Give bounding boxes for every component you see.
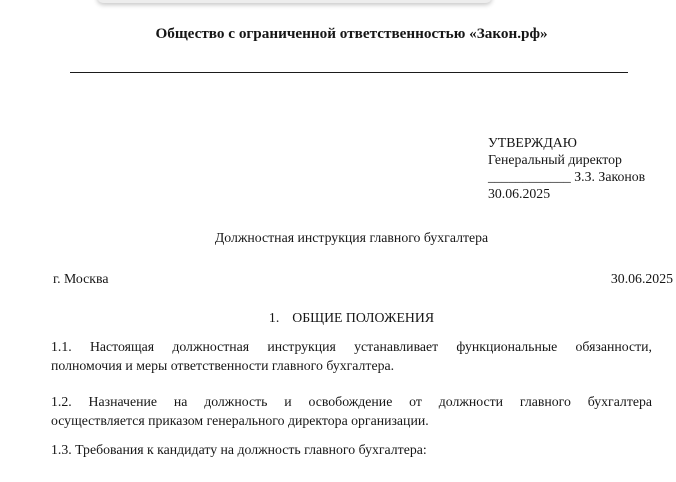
- company-title: Общество с ограниченной ответственностью «Закон.рф»: [155, 25, 548, 42]
- divider-line: [70, 72, 628, 73]
- paragraph-1-2-line-2: осуществляется приказом генерального директора организации.: [51, 412, 429, 428]
- signature-blank: ____________: [488, 169, 571, 184]
- paragraph-1-3: [51, 441, 652, 460]
- paragraph-1-2-line-1: 1.2. Назначение на должность и освобождение от должности главного бухгалтера: [51, 394, 652, 409]
- paragraph-1-2: [51, 393, 652, 430]
- paragraph-1-3-line-1: 1.3. Требования к кандидату на должность главного бухгалтера:: [51, 442, 427, 457]
- paragraph-1-1: [51, 338, 652, 375]
- place-label: г. Москва: [53, 271, 109, 286]
- approval-position: Генеральный директор: [488, 152, 622, 167]
- date-label: 30.06.2025: [610, 271, 673, 286]
- section-title: ОБЩИЕ ПОЛОЖЕНИЯ: [292, 310, 435, 325]
- approval-date: 30.06.2025: [488, 186, 551, 201]
- top-edge-shadow: [97, 0, 492, 3]
- approval-signature-row: [488, 168, 663, 185]
- approval-block: [488, 134, 663, 202]
- document-title: Должностная инструкция главного бухгалтера: [214, 230, 489, 245]
- section-heading: [51, 309, 652, 327]
- paragraph-1-1-line-1: 1.1. Настоящая должностная инструкция устанавливает функциональные обязанности,: [51, 339, 652, 354]
- approval-label: УТВЕРЖДАЮ: [488, 135, 577, 150]
- place-date-row: [53, 270, 673, 288]
- signer-name: З.З. Законов: [574, 169, 646, 184]
- section-number: 1.: [268, 310, 280, 325]
- paragraph-1-1-line-2: полномочия и меры ответственности главного бухгалтера.: [51, 357, 395, 373]
